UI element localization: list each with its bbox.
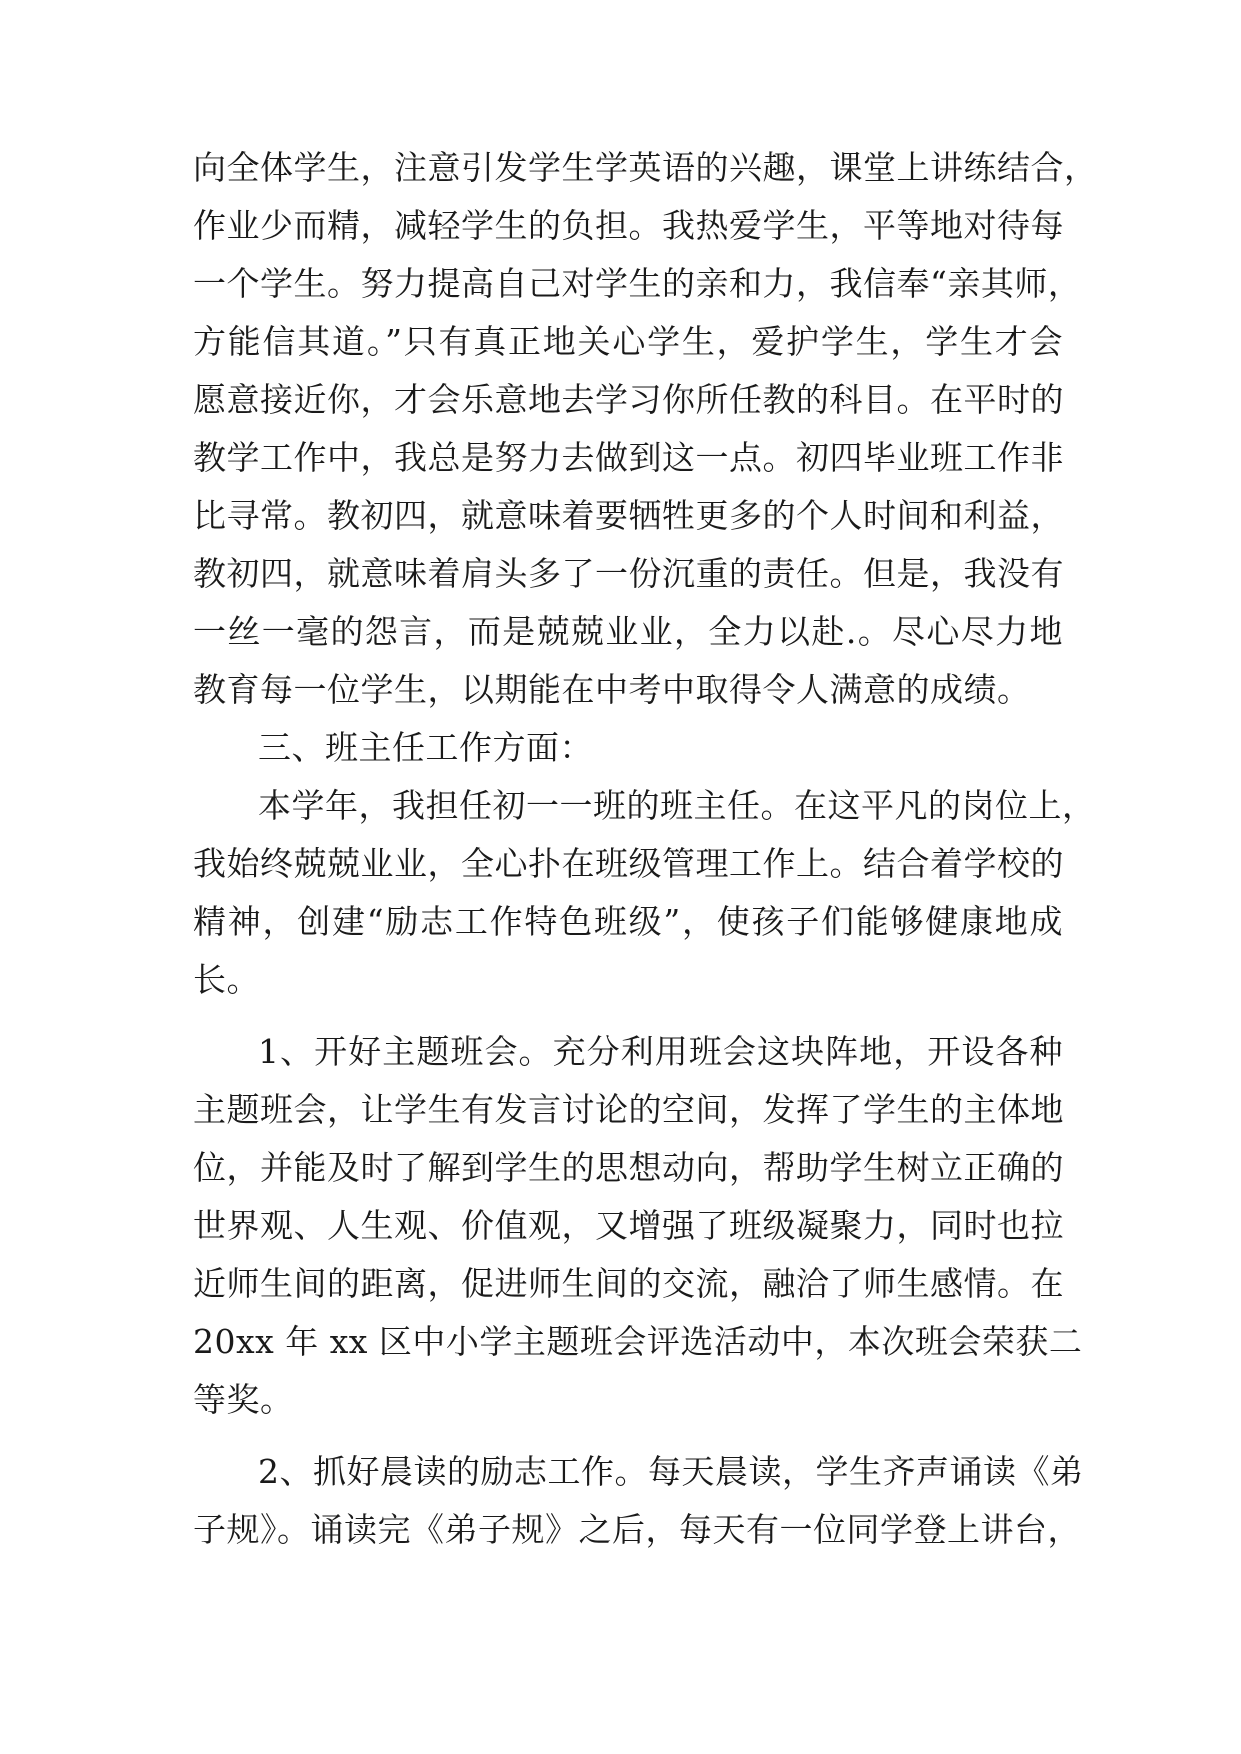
text-line: 作业少而精，减轻学生的负担。我热爱学生，平等地对待每 <box>193 206 1064 245</box>
text-line: 20xx 年 xx 区中小学主题班会评选活动中，本次班会荣获二 <box>193 1322 1083 1361</box>
text-line: 向全体学生，注意引发学生学英语的兴趣，课堂上讲练结合， <box>193 148 1098 187</box>
text-line: 我始终兢兢业业，全心扑在班级管理工作上。结合着学校的 <box>193 844 1064 883</box>
text-line: 教育每一位学生，以期能在中考中取得令人满意的成绩。 <box>193 670 1031 709</box>
text-line: 长。 <box>193 960 260 999</box>
text-line: 近师生间的距离，促进师生间的交流，融洽了师生感情。在 <box>193 1264 1064 1303</box>
text-line: 位，并能及时了解到学生的思想动向，帮助学生树立正确的 <box>193 1148 1064 1187</box>
text-line: 等奖。 <box>193 1380 294 1419</box>
text-line: 一个学生。努力提高自己对学生的亲和力，我信奉“亲其师， <box>193 264 1082 303</box>
text-line: 子规》。诵读完《弟子规》之后，每天有一位同学登上讲台， <box>193 1510 1081 1549</box>
section-heading: 三、班主任工作方面： <box>258 728 593 767</box>
text-line: 2、抓好晨读的励志工作。每天晨读，学生齐声诵读《弟 <box>258 1452 1084 1491</box>
text-line: 教学工作中，我总是努力去做到这一点。初四毕业班工作非 <box>193 438 1064 477</box>
text-line: 世界观、人生观、价值观，又增强了班级凝聚力，同时也拉 <box>193 1206 1064 1245</box>
text-line: 教初四，就意味着肩头多了一份沉重的责任。但是，我没有 <box>193 554 1064 593</box>
text-line: 精神，创建“励志工作特色班级”，使孩子们能够健康地成 <box>193 902 1063 941</box>
text-line: 1、开好主题班会。充分利用班会这块阵地，开设各种 <box>258 1032 1063 1071</box>
text-line: 主题班会，让学生有发言讨论的空间，发挥了学生的主体地 <box>193 1090 1064 1129</box>
text-line: 本学年，我担任初一一班的班主任。在这平凡的岗位上， <box>258 786 1096 825</box>
text-line: 比寻常。教初四，就意味着要牺牲更多的个人时间和利益， <box>193 496 1064 535</box>
text-line: 一丝一毫的怨言，而是兢兢业业，全力以赴.。尽心尽力地 <box>193 612 1063 651</box>
text-line: 愿意接近你，才会乐意地去学习你所任教的科目。在平时的 <box>193 380 1064 419</box>
text-line: 方能信其道。”只有真正地关心学生，爱护学生，学生才会 <box>193 322 1063 361</box>
